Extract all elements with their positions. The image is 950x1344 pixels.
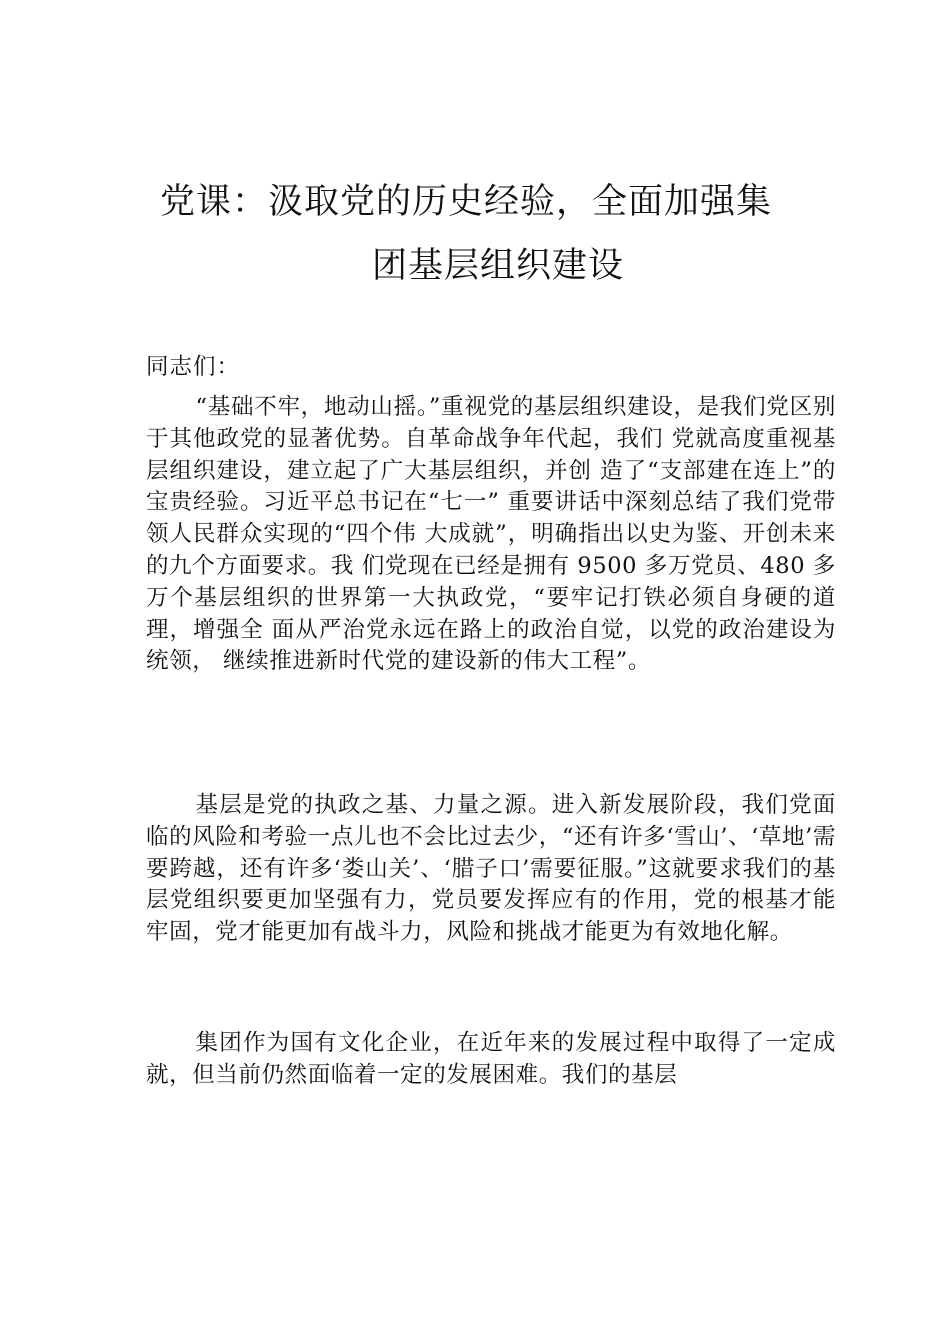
salutation: 同志们： [146,354,241,380]
paragraph-2: 基层是党的执政之基、力量之源。进入新发展阶段，我们党面临的风险和考验一点儿也不会比过去少，“还有许多‘雪山’、‘草地’需要跨越，还有许多‘娄山关’、‘腊子口’需要征服。”这就要求我们的基层党组织要更加坚强有力，党员要发挥应有的作用，党的根基才能牢固，党才能更加有战斗力，风险和挑战才能更为有效地化解。 [146,792,836,946]
paragraph-3: 集团作为国有文化企业，在近年来的发展过程中取得了一定成就，但当前仍然面临着一定的发展困难。我们的基层 [146,1030,836,1088]
document-title-line-2: 团基层组织建设 [372,246,625,286]
paragraph-1: “基础不牢，地动山摇。”重视党的基层组织建设，是我们党区别于其他政党的显著优势。自革命战争年代起，我们 党就高度重视基层组织建设，建立起了广大基层组织，并创 造了“支部建在连上”的宝贵经验。习近平总书记在“七一” 重要讲话中深刻总结了我们党带领人民群众实现的“四个伟 大成就”，明确指出以史为鉴、开创未来的九个方面要求。我 们党现在已经是拥有 9500 多万党员、480 多万个基层组织的世界第一大执政党，“要牢记打铁必须自身硬的道理，增强全 面从严治党永远在路上的政治自觉，以党的政治建设为统领， 继续推进新时代党的建设新的伟大工程”。 [146,394,836,675]
document-title-line-1: 党课：汲取党的历史经验，全面加强集 [160,182,773,222]
